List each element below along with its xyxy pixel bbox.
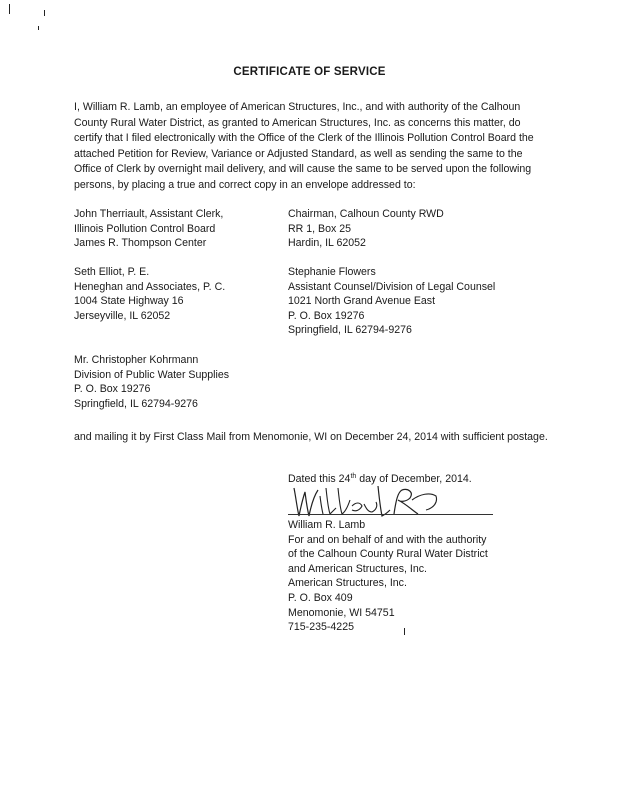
signer-block	[288, 518, 488, 635]
scan-mark	[44, 10, 45, 16]
recipient-block	[288, 265, 495, 338]
signer-line: William R. Lamb	[288, 519, 366, 531]
recipient-block	[288, 207, 444, 251]
signer-line: For and on behalf of and with the authority	[288, 533, 487, 546]
recipient-block	[74, 353, 229, 411]
address-line: Heneghan and Associates, P. C.	[74, 280, 226, 293]
address-line: P. O. Box 19276	[74, 383, 151, 396]
address-line: Illinois Pollution Control Board	[74, 222, 216, 235]
dated-prefix: Dated this 24	[288, 473, 351, 485]
address-line: Jerseyville, IL 62052	[74, 309, 171, 322]
signer-line: American Structures, Inc.	[288, 577, 407, 590]
address-line: 1004 State Highway 16	[74, 295, 184, 308]
signer-line: and American Structures, Inc.	[288, 562, 427, 575]
signer-line: 715-235-4225	[288, 621, 354, 634]
dated-ordinal: th	[350, 473, 357, 480]
closing-paragraph: and mailing it by First Class Mail from Menomonie, WI on December 24, 2014 with sufficient postage.	[74, 431, 548, 443]
intro-paragraph: I, William R. Lamb, an employee of American Structures, Inc., and with authority of the Calhoun County Rural Water District, as granted to American Structures, Inc. as concerns this matter, do certify that I filed electronically with the Office of the Clerk of the Illinois Pollution Control Board the attached Petition for Review, Variance or Adjusted Standard, as well as sending the same to the Office of Clerk by overnight mail delivery, and will cause the same to be served upon the following persons, by placing a true and correct copy in an envelope addressed to:	[74, 101, 534, 191]
address-line: RR 1, Box 25	[288, 222, 352, 235]
address-line: Hardin, IL 62052	[288, 237, 366, 250]
address-line: 1021 North Grand Avenue East	[288, 295, 436, 308]
address-line: Springfield, IL 62794-9276	[288, 324, 412, 337]
dated-suffix: day of December, 2014.	[356, 473, 472, 485]
address-line: Springfield, IL 62794-9276	[74, 397, 198, 410]
address-line: Stephanie Flowers	[288, 266, 376, 278]
address-line: James R. Thompson Center	[74, 237, 207, 250]
signature-line	[288, 514, 493, 515]
recipient-block	[74, 265, 225, 323]
signer-line: of the Calhoun County Rural Water District	[288, 548, 488, 561]
address-line: Division of Public Water Supplies	[74, 368, 230, 381]
address-line: Chairman, Calhoun County RWD	[288, 208, 444, 220]
address-line: Mr. Christopher Kohrmann	[74, 354, 199, 366]
recipient-block	[74, 207, 223, 251]
signer-line: Menomonie, WI 54751	[288, 606, 395, 619]
address-line: P. O. Box 19276	[288, 309, 365, 322]
document-title: CERTIFICATE OF SERVICE	[233, 66, 386, 78]
address-line: John Therriault, Assistant Clerk,	[74, 208, 224, 220]
address-line: Assistant Counsel/Division of Legal Counsel	[288, 280, 496, 293]
signer-line: P. O. Box 409	[288, 591, 353, 604]
scan-mark	[404, 628, 405, 635]
scan-mark	[38, 26, 39, 30]
scan-mark	[9, 4, 10, 14]
address-line: Seth Elliot, P. E.	[74, 266, 150, 278]
